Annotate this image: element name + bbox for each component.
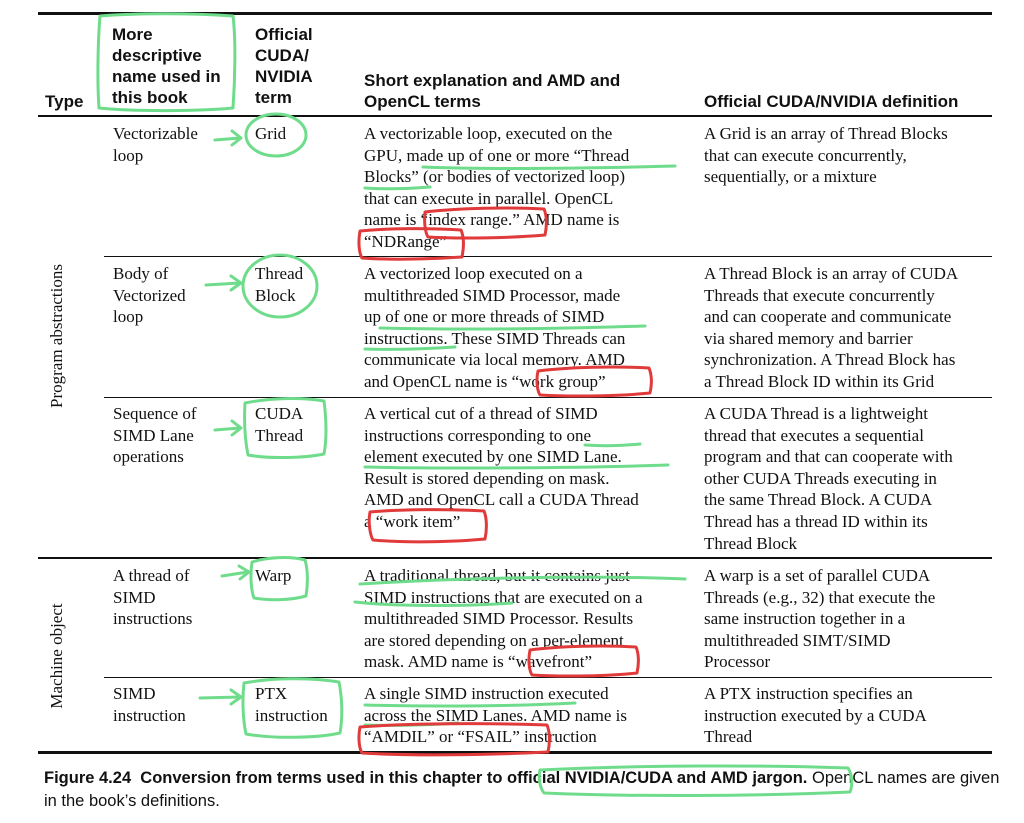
- table-cell-explanation: A vertical cut of a thread of SIMD instructions corresponding to one element executed by one SIMD Lane. Result is stored depending on mask. AMD and OpenCL call a CUDA Thread a “work item”: [364, 404, 639, 531]
- arrow: [215, 131, 241, 145]
- table-cell-explanation: A vectorized loop executed on a multithreaded SIMD Processor, made up of one or more threads of SIMD instructions. These SIMD Threads can communicate via local memory. AMD and OpenCL name is “work group”: [364, 264, 626, 391]
- header-descriptive-name: More descriptive name used in this book: [112, 25, 221, 107]
- table-cell-descriptive: SIMD instruction: [113, 684, 186, 725]
- table-cell-descriptive: Vectorizable loop: [113, 124, 198, 165]
- header-definition: Official CUDA/NVIDIA definition: [704, 92, 959, 111]
- table-cell-term: Grid: [255, 124, 287, 143]
- table-cell-definition: A Thread Block is an array of CUDA Threads that execute concurrently and can cooperate and communicate via shared memory and barrier synchronization. A Thread Block has a Thread Block ID within its Grid: [704, 264, 959, 391]
- table-cell-term: Warp: [255, 566, 292, 585]
- table-cell-explanation: A traditional thread, but it contains just SIMD instructions that are executed on a multithreaded SIMD Processor. Results are stored depending on a per-element mask. AMD name is “wavefront”: [364, 566, 643, 672]
- table-top-rule: [38, 12, 992, 15]
- row-rule: [104, 256, 992, 257]
- table-cell-explanation: A vectorizable loop, executed on the GPU, made up of one or more “Thread Blocks” (or bodies of vectorized loop) that can execute in parallel. OpenCL name is “index range.” AMD name is “NDRange”: [364, 124, 630, 251]
- table-cell-definition: A CUDA Thread is a lightweight thread that executes a sequential program and that can cooperate with other CUDA Threads executing in the same Thread Block. A CUDA Thread has a thread ID within its Thread Block: [704, 404, 953, 553]
- table-cell-definition: A warp is a set of parallel CUDA Threads (e.g., 32) that execute the same instruction together in a multithreaded SIMT/SIMD Processor: [704, 566, 936, 672]
- header-type: Type: [45, 92, 84, 111]
- arrow: [200, 690, 241, 704]
- caption-label: Figure 4.24: [44, 769, 132, 787]
- header-rule: [38, 115, 992, 117]
- group-rule: [38, 557, 992, 559]
- table-cell-descriptive: A thread of SIMD instructions: [113, 566, 193, 629]
- arrow: [222, 566, 249, 579]
- table-cell-definition: A PTX instruction specifies an instruction executed by a CUDA Thread: [704, 684, 927, 747]
- arrow: [206, 276, 241, 290]
- table-cell-term: CUDA Thread: [255, 404, 304, 445]
- caption-text: OpenCL names are given in the book’s definitions.: [44, 769, 1000, 810]
- arrow: [215, 421, 241, 435]
- header-explanation: Short explanation and AMD and OpenCL terms: [364, 71, 621, 111]
- group-label-machine-object: Machine object: [47, 603, 66, 709]
- row-rule: [104, 397, 992, 398]
- row-rule: [104, 677, 992, 678]
- table-cell-descriptive: Body of Vectorized loop: [113, 264, 186, 327]
- table-cell-definition: A Grid is an array of Thread Blocks that can execute concurrently, sequentially, or a mixture: [704, 124, 948, 187]
- caption-title: Conversion from terms used in this chapter to official NVIDIA/CUDA and AMD jargon.: [140, 769, 808, 787]
- group-label-program-abstractions: Program abstractions: [47, 264, 66, 408]
- table-cell-term: PTX instruction: [255, 684, 328, 725]
- figure-caption: [44, 767, 1004, 813]
- header-official-term: Official CUDA/ NVIDIA term: [255, 25, 313, 107]
- table-cell-term: Thread Block: [255, 264, 304, 305]
- table-cell-descriptive: Sequence of SIMD Lane operations: [113, 404, 197, 467]
- table-cell-explanation: A single SIMD instruction executed across the SIMD Lanes. AMD name is “AMDIL” or “FSAIL” instruction: [364, 684, 627, 747]
- table-bottom-rule: [38, 751, 992, 754]
